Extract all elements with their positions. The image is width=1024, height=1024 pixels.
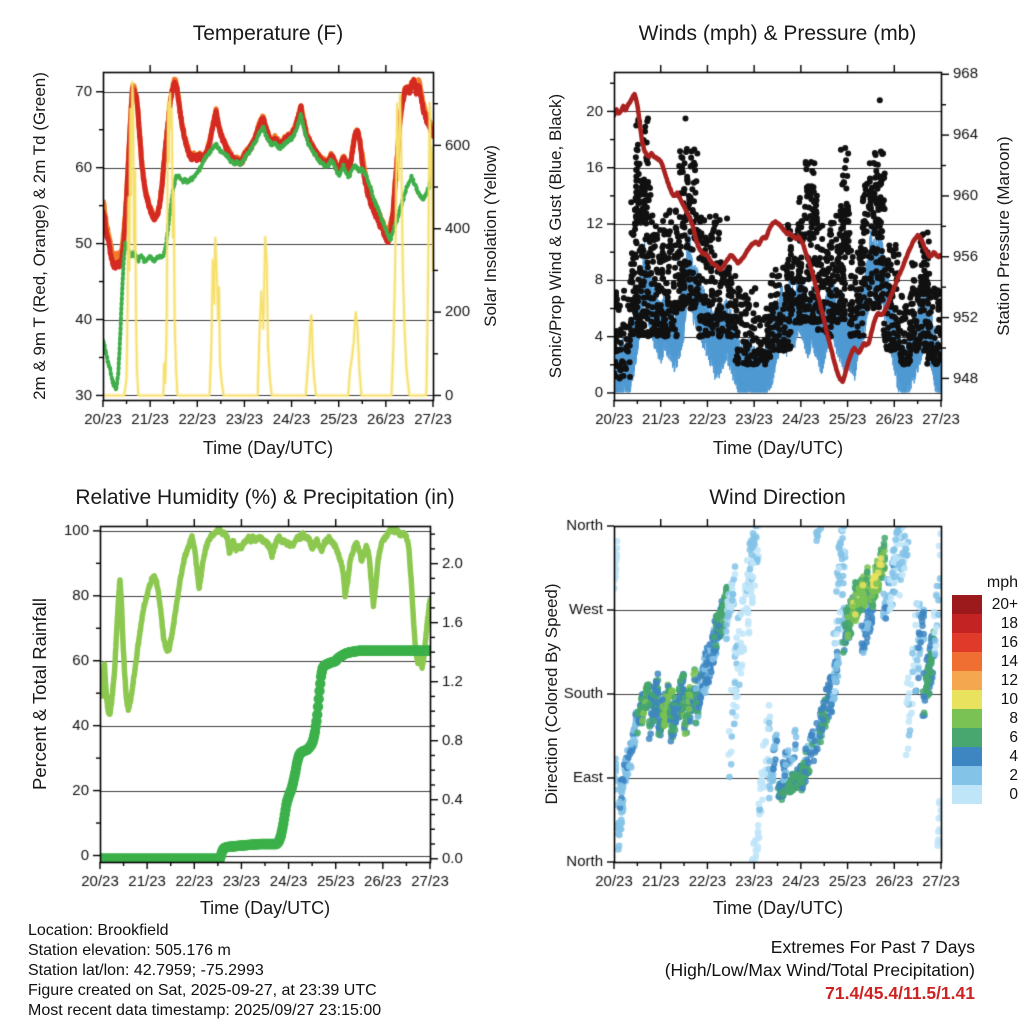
extremes-values: 71.4/45.4/11.5/1.41 <box>825 983 975 1003</box>
x-axis-label-2: Time (Day/UTC) <box>712 438 844 458</box>
colorbar-label: 4 <box>1009 748 1018 765</box>
x-axis-label-1: Time (Day/UTC) <box>202 438 334 458</box>
extremes-subtitle: (High/Low/Max Wind/Total Precipitation) <box>664 960 975 980</box>
y-axis-label-pressure-right: Station Pressure (Maroon) <box>994 136 1013 336</box>
colorbar-title: mph <box>986 574 1018 591</box>
y-axis-label-direction: Direction (Colored By Speed) <box>542 583 561 805</box>
station-metadata <box>28 921 381 1021</box>
chart-title-winds-pressure: Winds (mph) & Pressure (mb) <box>638 22 917 45</box>
figure-created: Figure created on Sat, 2025-09-27, at 23:39 UTC <box>28 982 377 999</box>
station-elevation: Station elevation: 505.176 m <box>28 942 231 959</box>
colorbar-label: 10 <box>1000 691 1018 708</box>
chart-title-temperature: Temperature (F) <box>192 22 344 45</box>
y-axis-label-temperature-left: 2m & 9m T (Red, Orange) & 2m Td (Green) <box>30 72 49 400</box>
chart-title-wind-direction: Wind Direction <box>709 486 846 509</box>
y-axis-label-wind-left: Sonic/Prop Wind & Gust (Blue, Black) <box>546 93 565 379</box>
station-location: Location: Brookfield <box>28 922 169 939</box>
colorbar-label: 20+ <box>991 596 1018 613</box>
colorbar-label: 2 <box>1009 767 1018 784</box>
extremes-block <box>665 936 975 1005</box>
chart-title-humidity-precip: Relative Humidity (%) & Precipitation (in) <box>75 486 455 509</box>
colorbar-label: 16 <box>1000 634 1018 651</box>
data-timestamp: Most recent data timestamp: 2025/09/27 23:15:00 <box>28 1002 382 1019</box>
station-latlon: Station lat/lon: 42.7959; -75.2993 <box>28 962 264 979</box>
colorbar-label: 6 <box>1009 729 1018 746</box>
x-axis-label-4: Time (Day/UTC) <box>712 898 844 918</box>
colorbar-label: 14 <box>1000 653 1018 670</box>
y-axis-label-percent-rainfall: Percent & Total Rainfall <box>29 598 50 790</box>
extremes-title: Extremes For Past 7 Days <box>770 937 975 957</box>
colorbar-labels <box>978 595 1018 804</box>
y-axis-label-solar-right: Solar Insolation (Yellow) <box>481 145 500 327</box>
x-axis-label-3: Time (Day/UTC) <box>199 898 331 918</box>
colorbar-label: 12 <box>1000 672 1018 689</box>
colorbar-label: 8 <box>1009 710 1018 727</box>
colorbar-label: 18 <box>1000 615 1018 632</box>
colorbar-label: 0 <box>1009 786 1018 803</box>
